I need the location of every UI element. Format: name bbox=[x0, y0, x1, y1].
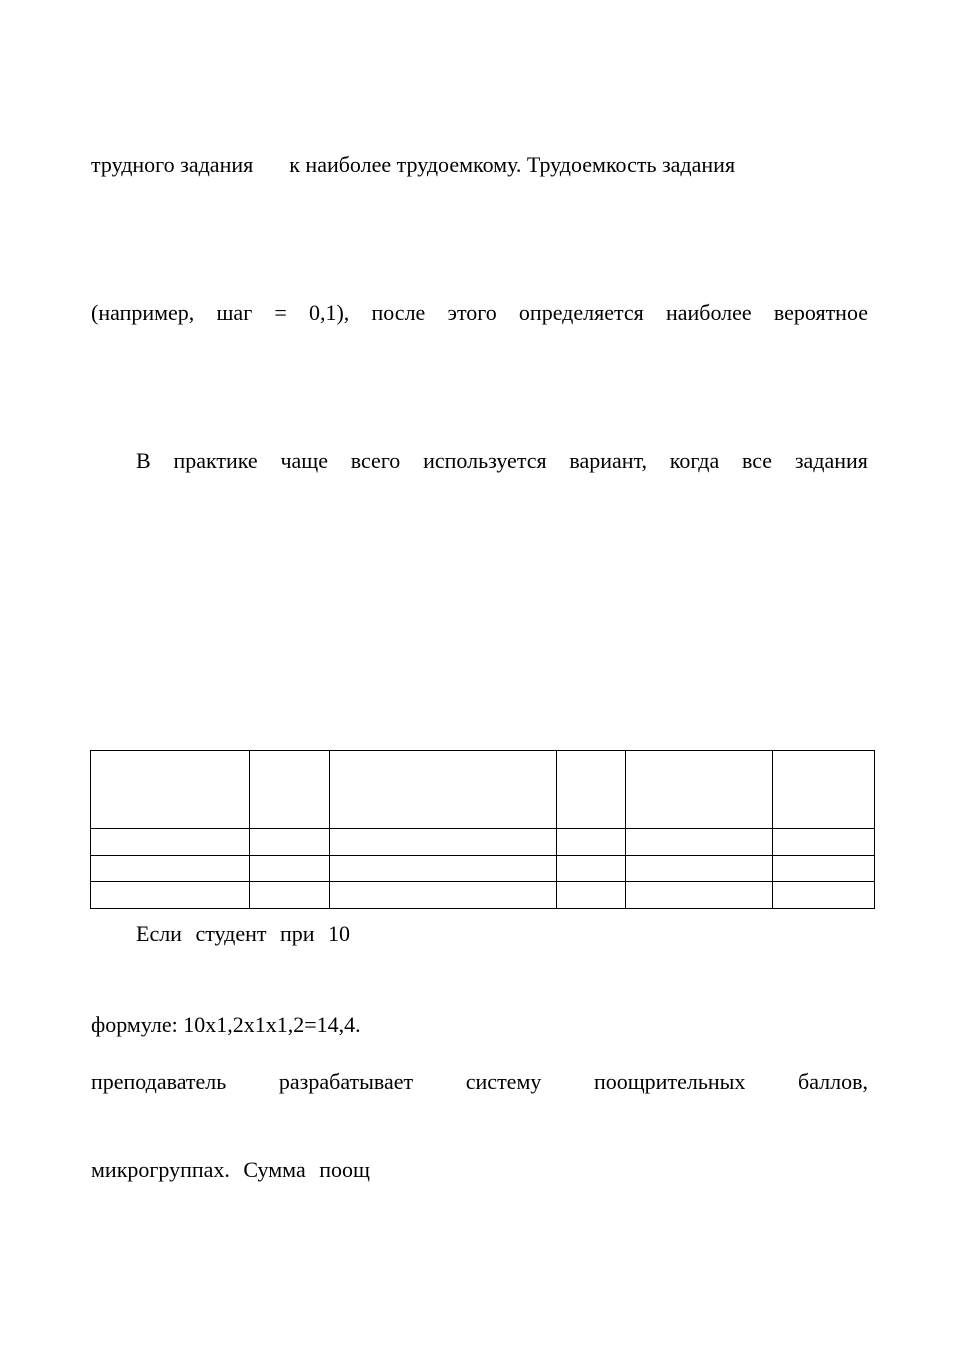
table-header-cell bbox=[249, 751, 329, 829]
text-line-7: микрогруппах. Сумма поощ bbox=[91, 1157, 370, 1182]
table-cell bbox=[329, 855, 556, 882]
table-row bbox=[91, 882, 875, 909]
word: чаще bbox=[280, 448, 328, 473]
word: = bbox=[274, 300, 287, 325]
table-cell bbox=[556, 855, 625, 882]
text-line-6 bbox=[91, 1068, 868, 1096]
word: когда bbox=[669, 448, 720, 473]
word: определяется bbox=[518, 300, 644, 325]
table-cell bbox=[626, 855, 773, 882]
table-row bbox=[91, 829, 875, 856]
table-row bbox=[91, 855, 875, 882]
table-cell bbox=[556, 829, 625, 856]
word: всего bbox=[350, 448, 401, 473]
table-header-row bbox=[91, 751, 875, 829]
word: (например, bbox=[91, 300, 195, 325]
word: все bbox=[742, 448, 773, 473]
word: поощрительных bbox=[593, 1069, 746, 1094]
table-cell bbox=[772, 855, 874, 882]
table-cell bbox=[249, 829, 329, 856]
word: после bbox=[371, 300, 426, 325]
text-fragment-left: трудного задания bbox=[91, 152, 254, 177]
data-table bbox=[90, 750, 875, 909]
word: систему bbox=[465, 1069, 542, 1094]
table-cell bbox=[91, 829, 250, 856]
table-header-cell bbox=[329, 751, 556, 829]
text-line-1 bbox=[91, 151, 868, 179]
table-cell bbox=[329, 882, 556, 909]
table-cell bbox=[329, 829, 556, 856]
table-cell bbox=[556, 882, 625, 909]
table-cell bbox=[249, 855, 329, 882]
table-cell bbox=[626, 829, 773, 856]
table-cell bbox=[91, 855, 250, 882]
word: наиболее bbox=[665, 300, 752, 325]
word: баллов, bbox=[798, 1069, 868, 1094]
word: используется bbox=[423, 448, 547, 473]
word: этого bbox=[447, 300, 497, 325]
text-line-5: формуле: 10х1,2х1х1,2=14,4. bbox=[91, 1012, 361, 1037]
word: вероятное bbox=[773, 300, 868, 325]
text-line-2 bbox=[91, 299, 868, 327]
table-header-cell bbox=[91, 751, 250, 829]
table-cell bbox=[91, 882, 250, 909]
table-header-cell bbox=[556, 751, 625, 829]
table-cell bbox=[249, 882, 329, 909]
word: разрабатывает bbox=[278, 1069, 414, 1094]
text-line-4: Если студент при 10 bbox=[136, 921, 351, 946]
table-header-cell bbox=[772, 751, 874, 829]
word: 0,1), bbox=[308, 300, 350, 325]
text-fragment-right: к наиболее трудоемкому. Трудоемкость задания bbox=[289, 152, 736, 177]
word: практике bbox=[173, 448, 258, 473]
table-cell bbox=[626, 882, 773, 909]
word: задания bbox=[794, 448, 868, 473]
table-cell bbox=[772, 829, 874, 856]
text-line-3 bbox=[136, 447, 868, 475]
word: шаг bbox=[216, 300, 253, 325]
table-header-cell bbox=[626, 751, 773, 829]
word: преподаватель bbox=[91, 1069, 227, 1094]
table-cell bbox=[772, 882, 874, 909]
word: вариант, bbox=[569, 448, 647, 473]
word: В bbox=[136, 448, 151, 473]
